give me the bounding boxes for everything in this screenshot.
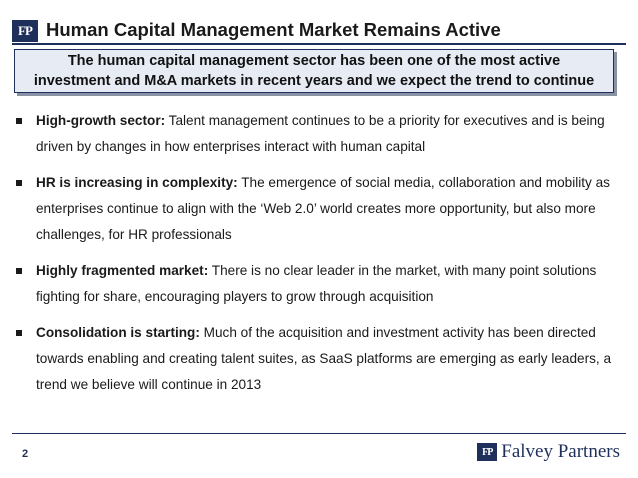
bullet-item [14,320,614,398]
bullet-square-icon [16,330,22,336]
bullet-text: Much of the acquisition and investment activity has been directed towards enabling and creating talent suites, as SaaS platforms are emerging as early leaders, a trend we believe will continue in 2013 [36,325,612,392]
bullet-lead: High-growth sector: [36,113,166,128]
bullet-item [14,170,614,248]
brand-logo-icon [477,443,497,461]
bullet-square-icon [16,180,22,186]
footer-brand [477,441,620,463]
bullet-item [14,258,614,310]
bullet-square-icon [16,268,22,274]
callout-line-2: investment and M&A markets in recent years and we expect the trend to continue [33,73,595,89]
brand-name: Falvey Partners [501,441,620,462]
callout-line-1: The human capital management sector has been one of the most active [67,53,561,69]
callout-text [34,51,594,91]
header-logo [12,20,38,42]
title-divider [12,43,626,45]
page-title: Human Capital Management Market Remains Active [46,19,501,40]
header-logo-text: FP [18,23,32,38]
bullet-list [14,108,614,398]
bullet-lead: Consolidation is starting: [36,325,200,340]
bullet-text: Talent management continues to be a priority for executives and is being driven by changes in how enterprises interact with human capital [36,113,605,154]
brand-logo-text: FP [482,446,493,458]
footer-divider [12,433,626,434]
page-number: 2 [22,448,29,460]
summary-callout [14,49,614,93]
bullet-item [14,108,614,160]
bullet-square-icon [16,118,22,124]
bullet-lead: HR is increasing in complexity: [36,175,238,190]
bullet-text: There is no clear leader in the market, with many point solutions fighting for share, encouraging players to grow through acquisition [36,263,597,304]
bullet-lead: Highly fragmented market: [36,263,209,278]
bullet-text: The emergence of social media, collaboration and mobility as enterprises continue to align with the ‘Web 2.0’ world creates more opportunity, but also more challenges, for HR professionals [36,175,610,242]
